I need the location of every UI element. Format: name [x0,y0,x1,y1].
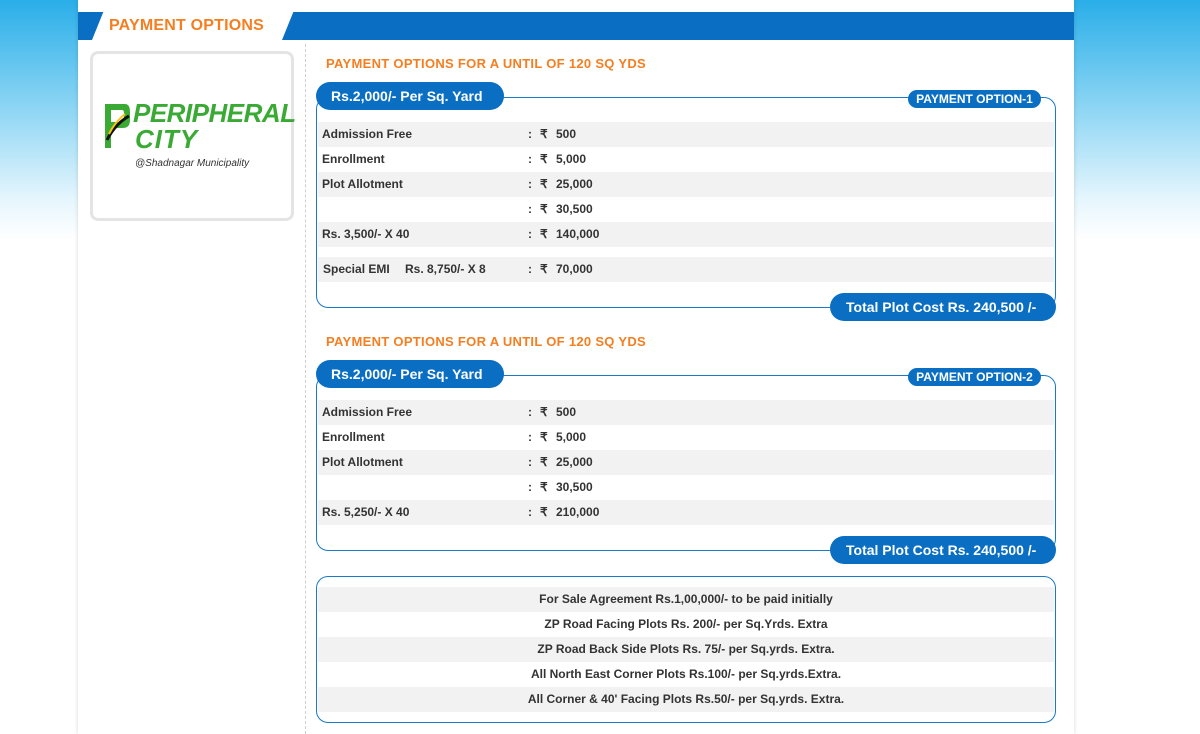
row-colon: : [528,455,532,469]
row-amount: 500 [556,405,577,419]
rupee-symbol: ₹ [540,202,548,216]
note-item: ZP Road Back Side Plots Rs. 75/- per Sq.yrds. Extra. [318,637,1054,662]
row-amount: 5,000 [556,152,587,166]
payment-option-2-label: PAYMENT OPTION-2 [908,368,1041,386]
table-row [318,222,1054,247]
row-amount: 70,000 [556,262,593,276]
row-amount: 210,000 [556,505,600,519]
price-per-sq-yard-badge-1: Rs.2,000/- Per Sq. Yard [316,82,504,110]
row-colon: : [528,127,532,141]
logo-card[interactable] [90,51,294,221]
note-item: ZP Road Facing Plots Rs. 200/- per Sq.Yrds. Extra [544,617,828,631]
row-label: Rs. 5,250/- X 40 [322,505,410,519]
rupee-symbol: ₹ [540,430,548,444]
row-label: Enrollment [322,430,385,444]
rupee-symbol: ₹ [540,505,548,519]
row-label: Plot Allotment [322,455,403,469]
table-row [318,122,1054,147]
rupee-symbol: ₹ [540,262,548,276]
table-row [318,500,1054,525]
price-per-sq-yard-badge-2: Rs.2,000/- Per Sq. Yard [316,360,504,388]
table-row [318,147,1054,172]
total-plot-cost-badge-1: Total Plot Cost Rs. 240,500 /- [830,293,1056,321]
row-colon: : [528,177,532,191]
note-item: All North East Corner Plots Rs.100/- per Sq.yrds.Extra. [530,667,842,681]
row-label: Plot Allotment [322,177,403,191]
table-row [318,257,1054,282]
row-amount: 30,500 [556,202,593,216]
row-amount: 500 [556,127,577,141]
table-row [318,400,1054,425]
row-colon: : [528,480,532,494]
row-label: Admission Free [322,405,413,419]
page-container [78,0,1074,734]
table-row [318,197,1054,222]
row-colon: : [528,227,532,241]
row-colon: : [528,262,532,276]
row-colon: : [528,152,532,166]
note-item: All Corner & 40' Facing Plots Rs.50/- per Sq.yrds. Extra. [318,687,1054,712]
logo-text-line1: PERIPHERAL [133,98,296,128]
row-amount: 5,000 [556,430,587,444]
row-colon: : [528,202,532,216]
page-title: PAYMENT OPTIONS [109,17,265,34]
rupee-symbol: ₹ [540,227,548,241]
peripheral-city-logo-icon [101,100,131,152]
row-label-detail: Rs. 8,750/- X 8 [405,262,486,276]
logo-text-line2: CITY [135,124,199,154]
row-amount: 25,000 [556,177,593,191]
row-colon: : [528,430,532,444]
table-row [318,172,1054,197]
table-row [318,450,1054,475]
table-row [318,425,1054,450]
total-plot-cost-badge-2: Total Plot Cost Rs. 240,500 /- [830,536,1056,564]
table-row [318,475,1054,500]
row-amount: 140,000 [556,227,600,241]
section-title-option-1: PAYMENT OPTIONS FOR A UNTIL OF 120 SQ YDS [326,56,647,71]
rupee-symbol: ₹ [540,177,548,191]
rupee-symbol: ₹ [540,127,548,141]
column-divider [305,44,306,734]
logo-subtitle: @Shadnagar Municipality [135,158,250,169]
note-item: For Sale Agreement Rs.1,00,000/- to be paid initially [318,587,1054,612]
rupee-symbol: ₹ [540,480,548,494]
row-label: Enrollment [322,152,385,166]
rupee-symbol: ₹ [540,455,548,469]
row-label: Special EMI [323,262,390,276]
payment-option-1-label: PAYMENT OPTION-1 [908,90,1041,108]
row-colon: : [528,505,532,519]
rupee-symbol: ₹ [540,152,548,166]
row-amount: 25,000 [556,455,593,469]
rupee-symbol: ₹ [540,405,548,419]
row-label: Rs. 3,500/- X 40 [322,227,410,241]
row-amount: 30,500 [556,480,593,494]
section-title-option-2: PAYMENT OPTIONS FOR A UNTIL OF 120 SQ YDS [326,334,647,349]
row-label: Admission Free [322,127,413,141]
row-colon: : [528,405,532,419]
header-stripe [78,12,90,40]
